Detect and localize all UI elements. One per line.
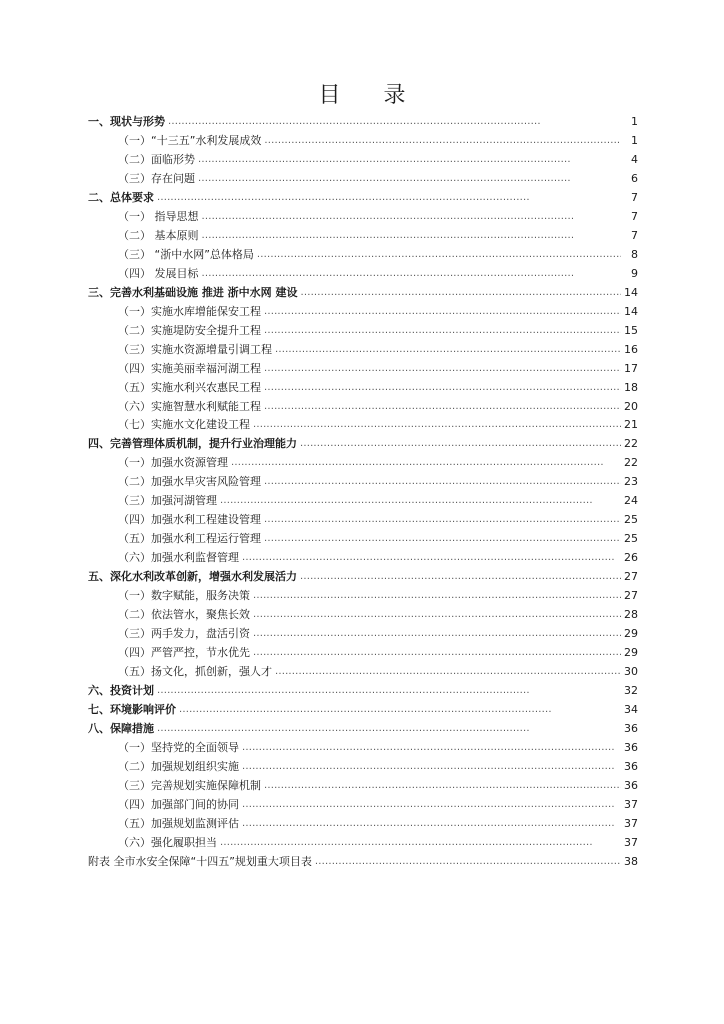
dot-leader xyxy=(242,550,621,567)
toc-entry-page-number: 29 xyxy=(624,646,638,660)
dot-leader xyxy=(198,152,621,169)
toc-entry-title: （一）坚持党的全面领导 xyxy=(118,740,239,754)
toc-entry-title: （四）严管严控，节水优先 xyxy=(118,646,250,660)
toc-entry-page-number: 34 xyxy=(624,703,638,716)
dot-leader xyxy=(157,683,621,700)
toc-entry-title: 三、完善水利基础设施 推进 浙中水网 建设 xyxy=(88,285,298,299)
toc-entry-page-number: 37 xyxy=(624,797,638,811)
dot-leader xyxy=(253,626,621,643)
toc-entry[interactable] xyxy=(88,776,638,795)
toc-entry-page-number: 7 xyxy=(631,228,638,242)
dot-leader xyxy=(220,493,621,510)
toc-entry-page-number: 23 xyxy=(624,475,638,489)
toc-entry-page-number: 38 xyxy=(624,854,638,868)
toc-entry-page-number: 27 xyxy=(624,589,638,603)
dot-leader xyxy=(242,816,621,833)
toc-entry-title: （一）“十三五”水利发展成效 xyxy=(118,133,262,147)
toc-entry[interactable] xyxy=(88,700,638,719)
toc-entry[interactable] xyxy=(88,453,638,472)
toc-entry-page-number: 25 xyxy=(624,513,638,527)
toc-entry[interactable] xyxy=(88,529,638,548)
toc-entry-page-number: 18 xyxy=(624,380,638,394)
toc-entry-page-number: 4 xyxy=(631,152,638,166)
toc-entry[interactable] xyxy=(88,207,638,226)
toc-entry[interactable] xyxy=(88,188,638,207)
toc-entry-page-number: 36 xyxy=(624,759,638,773)
toc-entry[interactable] xyxy=(88,757,638,776)
toc-entry[interactable] xyxy=(88,283,638,302)
toc-entry-title: （二） 基本原则 xyxy=(118,228,199,242)
dot-leader xyxy=(300,569,621,586)
dot-leader xyxy=(264,399,621,416)
toc-entry-page-number: 29 xyxy=(624,627,638,641)
toc-entry[interactable] xyxy=(88,719,638,738)
toc-entry-page-number: 36 xyxy=(624,778,638,792)
toc-entry[interactable] xyxy=(88,416,638,435)
dot-leader xyxy=(242,797,621,814)
toc-entry[interactable] xyxy=(88,340,638,359)
toc-entry[interactable] xyxy=(88,852,638,871)
toc-entry-title: （二）面临形势 xyxy=(118,152,195,166)
toc-entry-title: （七）实施水文化建设工程 xyxy=(118,418,250,432)
dot-leader xyxy=(253,607,621,624)
toc-entry-title: （二）实施堤防安全提升工程 xyxy=(118,323,261,337)
dot-leader xyxy=(264,512,621,529)
toc-entry-title: 二、总体要求 xyxy=(88,190,154,204)
toc-entry-page-number: 20 xyxy=(624,399,638,413)
toc-entry-page-number: 9 xyxy=(631,266,638,280)
toc-entry[interactable] xyxy=(88,624,638,643)
toc-entry-title: （四）加强部门间的协同 xyxy=(118,797,239,811)
toc-entry[interactable] xyxy=(88,586,638,605)
dot-leader xyxy=(179,702,621,719)
dot-leader xyxy=(264,133,621,150)
toc-entry-title: （三） “浙中水网”总体格局 xyxy=(118,247,254,261)
toc-entry-page-number: 1 xyxy=(631,114,638,128)
toc-entry[interactable] xyxy=(88,605,638,624)
dot-leader xyxy=(242,740,621,757)
toc-entry-title: （三）存在问题 xyxy=(118,171,195,185)
dot-leader xyxy=(168,114,621,131)
dot-leader xyxy=(198,171,621,188)
toc-entry-title: 四、完善管理体质机制，提升行业治理能力 xyxy=(88,437,297,451)
toc-entry-title: （二）加强规划组织实施 xyxy=(118,759,239,773)
dot-leader xyxy=(264,323,621,340)
toc-entry-page-number: 24 xyxy=(624,494,638,508)
dot-leader xyxy=(220,835,621,852)
toc-entry-title: （五）实施水利兴农惠民工程 xyxy=(118,380,261,394)
toc-entry[interactable] xyxy=(88,833,638,852)
toc-entry-title: （三）加强河湖管理 xyxy=(118,494,217,508)
toc-entry-page-number: 6 xyxy=(631,171,638,185)
dot-leader xyxy=(264,531,621,548)
dot-leader xyxy=(264,778,621,795)
dot-leader xyxy=(300,436,621,453)
toc-entry-title: （一）实施水库增能保安工程 xyxy=(118,304,261,318)
toc-entry[interactable] xyxy=(88,131,638,150)
toc-entry[interactable] xyxy=(88,662,638,681)
dot-leader xyxy=(257,247,621,264)
toc-entry-title: （六）加强水利监督管理 xyxy=(118,551,239,565)
toc-entry-page-number: 17 xyxy=(624,361,638,375)
toc-entry[interactable] xyxy=(88,112,638,131)
toc-entry[interactable] xyxy=(88,548,638,567)
toc-entry-title: 六、投资计划 xyxy=(88,684,154,698)
dot-leader xyxy=(264,474,621,491)
toc-entry[interactable] xyxy=(88,491,638,510)
toc-entry-page-number: 14 xyxy=(624,304,638,318)
toc-entry[interactable] xyxy=(88,321,638,340)
toc-entry-page-number: 28 xyxy=(624,608,638,622)
toc-entry-page-number: 26 xyxy=(624,551,638,565)
toc-entry-title: （六）强化履职担当 xyxy=(118,835,217,849)
toc-entry[interactable] xyxy=(88,397,638,416)
toc-entry-title: 七、环境影响评价 xyxy=(88,703,176,716)
toc-entry-title: （五）加强水利工程运行管理 xyxy=(118,532,261,546)
toc-entry-page-number: 36 xyxy=(624,740,638,754)
table-of-contents xyxy=(88,112,638,871)
toc-entry-page-number: 30 xyxy=(624,665,638,679)
dot-leader xyxy=(253,645,621,662)
dot-leader xyxy=(202,266,622,283)
toc-entry[interactable] xyxy=(88,510,638,529)
toc-entry[interactable] xyxy=(88,245,638,264)
dot-leader xyxy=(315,854,621,871)
toc-entry-page-number: 8 xyxy=(631,247,638,261)
toc-entry-title: （三）两手发力，盘活引资 xyxy=(118,627,250,641)
dot-leader xyxy=(253,588,621,605)
toc-entry[interactable] xyxy=(88,302,638,321)
toc-entry-page-number: 21 xyxy=(624,418,638,432)
toc-entry-page-number: 22 xyxy=(624,456,638,470)
toc-entry-title: （四）加强水利工程建设管理 xyxy=(118,513,261,527)
toc-entry[interactable] xyxy=(88,795,638,814)
toc-entry[interactable] xyxy=(88,738,638,757)
dot-leader xyxy=(264,304,621,321)
toc-entry[interactable] xyxy=(88,378,638,397)
dot-leader xyxy=(242,759,621,776)
page-title: 目 录 xyxy=(318,83,424,108)
toc-entry-page-number: 36 xyxy=(624,721,638,735)
toc-entry[interactable] xyxy=(88,643,638,662)
toc-entry-page-number: 7 xyxy=(631,190,638,204)
toc-entry-page-number: 25 xyxy=(624,532,638,546)
dot-leader xyxy=(231,455,621,472)
dot-leader xyxy=(157,721,621,738)
toc-entry-page-number: 27 xyxy=(624,570,638,584)
dot-leader xyxy=(301,285,622,302)
toc-entry-title: （一） 指导思想 xyxy=(118,209,199,223)
toc-entry[interactable] xyxy=(88,814,638,833)
dot-leader xyxy=(202,209,622,226)
toc-entry-page-number: 37 xyxy=(624,816,638,830)
toc-entry-title: （五）扬文化，抓创新，强人才 xyxy=(118,665,272,679)
toc-entry-title: 附表 全市水安全保障“十四五”规划重大项目表 xyxy=(88,854,312,868)
toc-entry-title: （五）加强规划监测评估 xyxy=(118,816,239,830)
toc-entry-page-number: 32 xyxy=(624,684,638,698)
toc-entry-page-number: 14 xyxy=(624,285,638,299)
toc-entry-page-number: 15 xyxy=(624,323,638,337)
dot-leader xyxy=(202,228,622,245)
toc-entry[interactable] xyxy=(88,472,638,491)
dot-leader xyxy=(253,417,621,434)
toc-entry-title: （六）实施智慧水利赋能工程 xyxy=(118,399,261,413)
dot-leader xyxy=(264,380,621,397)
toc-entry[interactable] xyxy=(88,434,638,453)
toc-entry-title: （一）加强水资源管理 xyxy=(118,456,228,470)
toc-entry[interactable] xyxy=(88,681,638,700)
toc-entry-title: （二）加强水旱灾害风险管理 xyxy=(118,475,261,489)
toc-entry-title: 五、深化水利改革创新，增强水利发展活力 xyxy=(88,570,297,584)
toc-entry[interactable] xyxy=(88,150,638,169)
toc-entry-title: （四）实施美丽幸福河湖工程 xyxy=(118,361,261,375)
dot-leader xyxy=(264,361,621,378)
toc-entry-title: （三）实施水资源增量引调工程 xyxy=(118,342,272,356)
toc-entry-page-number: 1 xyxy=(631,133,638,147)
toc-entry[interactable] xyxy=(88,567,638,586)
toc-entry-title: （一）数字赋能，服务决策 xyxy=(118,589,250,603)
toc-entry-title: （三）完善规划实施保障机制 xyxy=(118,778,261,792)
toc-entry-page-number: 16 xyxy=(624,342,638,356)
toc-entry-page-number: 37 xyxy=(624,835,638,849)
toc-entry[interactable] xyxy=(88,359,638,378)
toc-entry-page-number: 7 xyxy=(631,209,638,223)
toc-entry-title: （二）依法管水，聚焦长效 xyxy=(118,608,250,622)
toc-entry-title: 一、现状与形势 xyxy=(88,114,165,128)
dot-leader xyxy=(157,190,621,207)
toc-entry[interactable] xyxy=(88,169,638,188)
toc-entry[interactable] xyxy=(88,226,638,245)
dot-leader xyxy=(275,664,621,681)
toc-entry-title: （四） 发展目标 xyxy=(118,266,199,280)
toc-entry-title: 八、保障措施 xyxy=(88,721,154,735)
dot-leader xyxy=(275,342,621,359)
toc-entry-page-number: 22 xyxy=(624,437,638,451)
toc-entry[interactable] xyxy=(88,264,638,283)
